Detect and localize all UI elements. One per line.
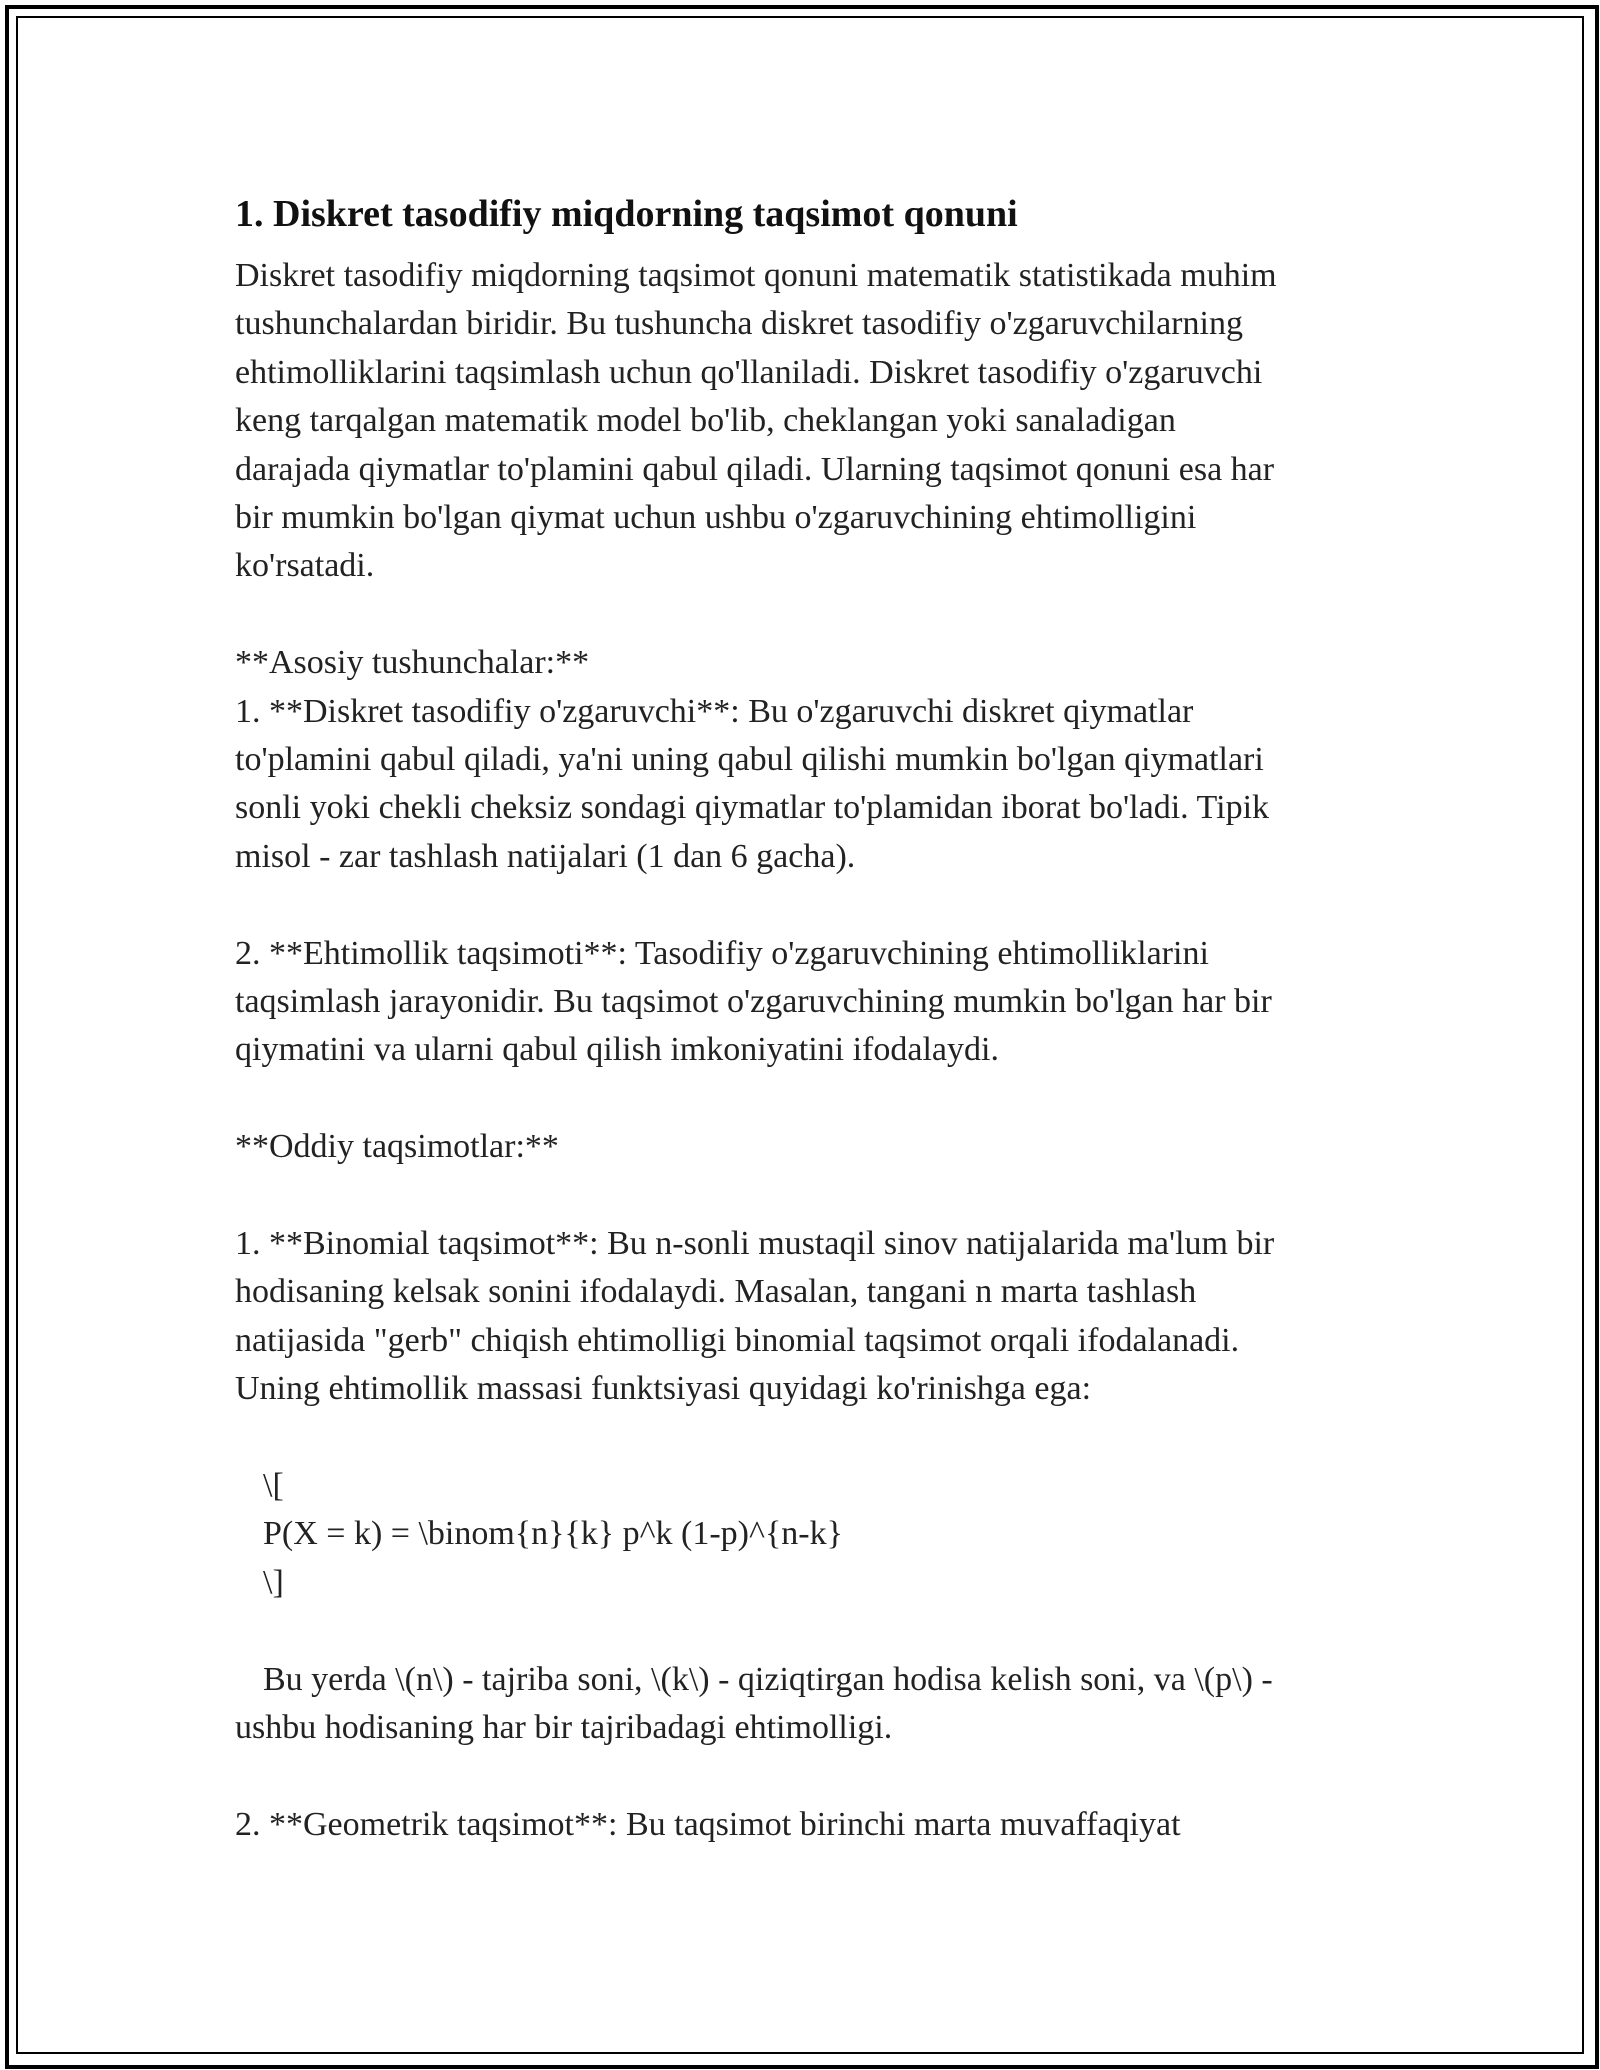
text-line: 2. **Ehtimollik taqsimoti**: Tasodifiy o'zgaruvchining ehtimolliklarini bbox=[235, 934, 1209, 972]
simple-distributions-heading: **Oddiy taqsimotlar:** bbox=[235, 1128, 559, 1166]
text-line: hodisaning kelsak sonini ifodalaydi. Masalan, tangani n marta tashlash bbox=[235, 1273, 1197, 1311]
text-line: ushbu hodisaning har bir tajribadagi ehtimolligi. bbox=[235, 1709, 893, 1747]
binomial-formula bbox=[235, 1462, 1375, 1607]
text-line: natijasida "gerb" chiqish ehtimolligi binomial taqsimot orqali ifodalanadi. bbox=[235, 1321, 1240, 1359]
basic-item-1 bbox=[235, 688, 1375, 882]
spacer bbox=[235, 1172, 1375, 1220]
intro-paragraph bbox=[235, 252, 1375, 591]
spacer bbox=[235, 1607, 1375, 1655]
text-line: tushunchalardan biridir. Bu tushuncha diskret tasodifiy o'zgaruvchilarning bbox=[235, 305, 1243, 343]
formula-line: P(X = k) = \binom{n}{k} p^k (1-p)^{n-k} bbox=[263, 1515, 843, 1553]
spacer bbox=[235, 591, 1375, 639]
binomial-item bbox=[235, 1220, 1375, 1414]
document-body bbox=[235, 182, 1375, 1849]
text-line: taqsimlash jarayonidir. Bu taqsimot o'zgaruvchining mumkin bo'lgan har bir bbox=[235, 983, 1272, 1021]
geometric-item bbox=[235, 1801, 1375, 1849]
formula-explanation bbox=[235, 1656, 1375, 1753]
text-line: keng tarqalgan matematik model bo'lib, cheklangan yoki sanaladigan bbox=[235, 402, 1176, 440]
text-line: Uning ehtimollik massasi funktsiyasi quyidagi ko'rinishga ega: bbox=[235, 1370, 1092, 1408]
text-line: to'plamini qabul qiladi, ya'ni uning qabul qilishi mumkin bo'lgan qiymatlari bbox=[235, 741, 1264, 779]
formula-line: \] bbox=[263, 1563, 284, 1601]
text-line: ehtimolliklarini taqsimlash uchun qo'llaniladi. Diskret tasodifiy o'zgaruvchi bbox=[235, 353, 1263, 391]
text-line: sonli yoki chekli cheksiz sondagi qiymatlar to'plamidan iborat bo'ladi. Tipik bbox=[235, 789, 1270, 827]
spacer bbox=[235, 1075, 1375, 1123]
spacer bbox=[235, 881, 1375, 929]
text-line: Bu yerda \(n\) - tajriba soni, \(k\) - qiziqtirgan hodisa kelish soni, va \(p\) - bbox=[263, 1660, 1273, 1698]
text-line: misol - zar tashlash natijalari (1 dan 6 gacha). bbox=[235, 837, 856, 875]
text-line: 2. **Geometrik taqsimot**: Bu taqsimot birinchi marta muvaffaqiyat bbox=[235, 1805, 1181, 1843]
text-line: qiymatini va ularni qabul qilish imkoniyatini ifodalaydi. bbox=[235, 1031, 999, 1069]
text-line: bir mumkin bo'lgan qiymat uchun ushbu o'zgaruvchining ehtimolligini bbox=[235, 499, 1197, 537]
spacer bbox=[235, 1753, 1375, 1801]
formula-line: \[ bbox=[263, 1467, 284, 1505]
text-line: darajada qiymatlar to'plamini qabul qiladi. Ularning taqsimot qonuni esa har bbox=[235, 450, 1275, 488]
basic-item-2 bbox=[235, 930, 1375, 1075]
basics-heading: **Asosiy tushunchalar:** bbox=[235, 644, 590, 682]
text-line: Diskret tasodifiy miqdorning taqsimot qonuni matematik statistikada muhim bbox=[235, 257, 1277, 294]
text-line: 1. **Diskret tasodifiy o'zgaruvchi**: Bu o'zgaruvchi diskret qiymatlar bbox=[235, 692, 1194, 730]
section-heading: 1. Diskret tasodifiy miqdorning taqsimot qonuni bbox=[235, 193, 1018, 235]
text-line: ko'rsatadi. bbox=[235, 547, 375, 585]
spacer bbox=[235, 1414, 1375, 1462]
text-line: 1. **Binomial taqsimot**: Bu n-sonli mustaqil sinov natijalarida ma'lum bir bbox=[235, 1225, 1275, 1263]
